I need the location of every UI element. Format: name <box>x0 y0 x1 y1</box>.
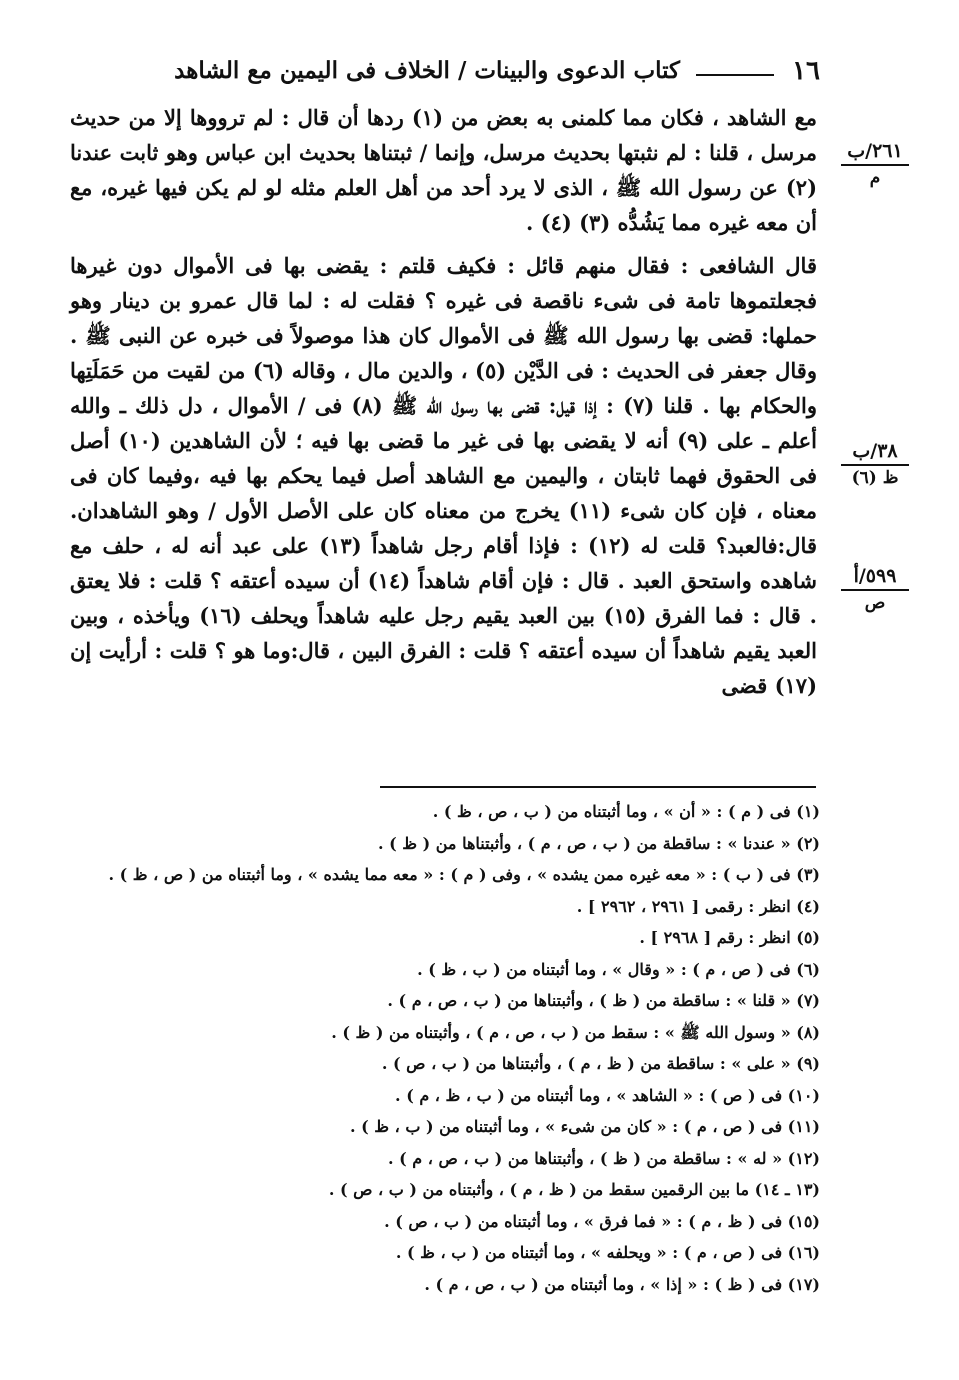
margin-note-siglum: م <box>869 168 881 188</box>
main-text <box>70 100 817 711</box>
footnote: (١٥) فى ( ظ ، م ) : « فما فرق » ، وما أثبتناه من ( ب ، ص ) . <box>384 1211 820 1231</box>
footnote: (٨) « وسول الله ﷺ » : سقط من ( ب ، ص ، م ) ، وأثبتناه من ( ظ ) . <box>331 1022 820 1042</box>
footnote: (١١) فى ( ص ، م ) : « كان من شىء » ، وما أثبتناه من ( ب ، ظ ) . <box>349 1117 820 1136</box>
margin-note-folio: ٣٨/ب <box>852 440 898 462</box>
footnote: (٦) فى ( ص ، م ) : « وقال » ، وما أثبتناه من ( ب ، ظ ) . <box>417 959 820 979</box>
margin-note-siglum: ظ (٦) <box>851 468 899 488</box>
footnote: (١٧) فى ( ظ ) : « إذا » ، وما أثبتناه من ( ب ، ص ، م ) . <box>424 1274 820 1294</box>
footnote: (٥) انظر : رقم [ ٢٩٦٨ ] . <box>639 928 820 947</box>
footnote: (٤) انظر : رقمى [ ٢٩٦١ ، ٢٩٦٢ ] . <box>576 896 820 916</box>
header-rule <box>696 74 774 76</box>
footnote: (٣) فى ( ب ) : « معه غيره ممن يشده » ، وفى ( م ) : « معه مما يشده » ، وما أثبتناه من ( ص ، ظ ) . <box>108 865 820 884</box>
body-paragraph: مع الشاهد ، فكان مما كلمنى به بعض من (١) ردها أن قال : لم ترووها إلا من حديث مرسل ، قلنا : لم نثبتها بحديث مرسل، وإنما / ثبتناها بحديث ابن عباس وهو ثابت عندنا (٢) عن رسول الله ﷺ ، الذى لا يرد أحد من أهل العلم مثله لو لم يكن فيها غيره، مع أن معه غيره مما يَشُدُّه (٣) (٤) . <box>70 105 817 235</box>
margin-note-manuscript-m <box>835 140 915 188</box>
footnote: (٩) « على » : ساقطة من ( ظ ، م ) ، وأثبتناها من ( ب ، ص ) . <box>381 1054 820 1073</box>
body-paragraph <box>70 248 817 703</box>
footnote-separator <box>380 786 816 788</box>
footnote: (١) فى ( م ) : « أن » ، وما أثبتناه من ( ب ، ص ، ظ ) . <box>432 802 820 821</box>
footnote: (٢) « عندنا » : ساقطة من ( ب ، ص ، م ) ، وأثبتناها من ( ظ ) . <box>377 833 820 853</box>
footnote: (١٣ ـ ١٤) ما بين الرقمين سقط من ( ظ ، م ) ، وأثبتناه من ( ب ، ص ) . <box>328 1180 820 1199</box>
footnotes <box>100 796 820 1300</box>
margin-note-manuscript-z <box>835 440 915 488</box>
footnote: (١٦) فى ( ص ، م ) : « ويحلفه » ، وما أثبتناه من ( ب ، ظ ) . <box>395 1243 820 1262</box>
paragraph-text: : فقال منهم قائل : فكيف قلتم : يقضى بها فى الأموال دون غيرها فجعلتموها تامة فى شىء ناقصة فى غيره ؟ فقلت له : لما قال عمرو بن دينار وهو حملها: قضى بها رسول الله ﷺ فى الأموال كان هذا موصولاً فى خبره عن النبى ﷺ . وقال جعفر فى الحديث : فى الدَّيْن (٥) ، والدين مال ، وقاله (٦) من لقيت من حَمَلَتِها والحكام بها . قلنا (٧) : إذا قيل: قضى بها رسول الله ﷺ (٨) فى / الأموال ، دل ذلك ـ والله أعلم ـ على (٩) أنه لا يقضى بها فى غير ما قضى بها فيه ؛ لأن الشاهدين (١٠) أصل فى الحقوق فهما ثابتان ، واليمين مع الشاهد أصل فيما يحكم بها فيه ،وفيما كان فى معناه ، فإن كان شىء (١١) يخرج من معناه كان على الأصل الأول / وهو الشاهدان. قال:فالعبد؟ قلت له (١٢) : فإذا أقام رجل شاهداً (١٣) على عبد أنه له ، حلف مع شاهده واستحق العبد . قال : فإن أقام شاهداً (١٤) أن سيده أعتقه ؟ قلت : فلا يعتق . قال : فما الفرق (١٥) بين العبد يقيم رجل عليه شاهداً ويحلف (١٦) ويأخذه ، وبين العبد يقيم شاهداً أن سيده أعتقه ؟ قلت : الفرق البين ، قال:وما هو ؟ قلت : أرأيت إن (١٧) قضى <box>70 253 817 698</box>
running-title: كتاب الدعوى والبينات / الخلاف فى اليمين مع الشاهد <box>174 57 680 84</box>
paragraph-lead: قال الشافعى <box>699 253 817 278</box>
margin-note-folio: ٢٦١/ب <box>847 140 903 162</box>
footnote: (١٠) فى ( ص ) : « الشاهد » ، وما أثبتناه من ( ب ، ظ ، م ) . <box>395 1085 820 1105</box>
footnote: (٧) « قلنا » : ساقطة من ( ظ ) ، وأثبتناها من ( ب ، ص ، م ) . <box>387 991 820 1010</box>
page-number: ١٦ <box>792 56 820 86</box>
margin-note-manuscript-s <box>835 565 915 613</box>
margin-note-folio: ٥٩٩/أ <box>853 565 897 587</box>
margin-note-siglum: ص <box>864 593 886 613</box>
running-header <box>70 52 820 92</box>
footnote: (١٢) « له » : ساقطة من ( ظ ) ، وأثبتناها من ( ب ، ص ، م ) . <box>388 1148 820 1168</box>
